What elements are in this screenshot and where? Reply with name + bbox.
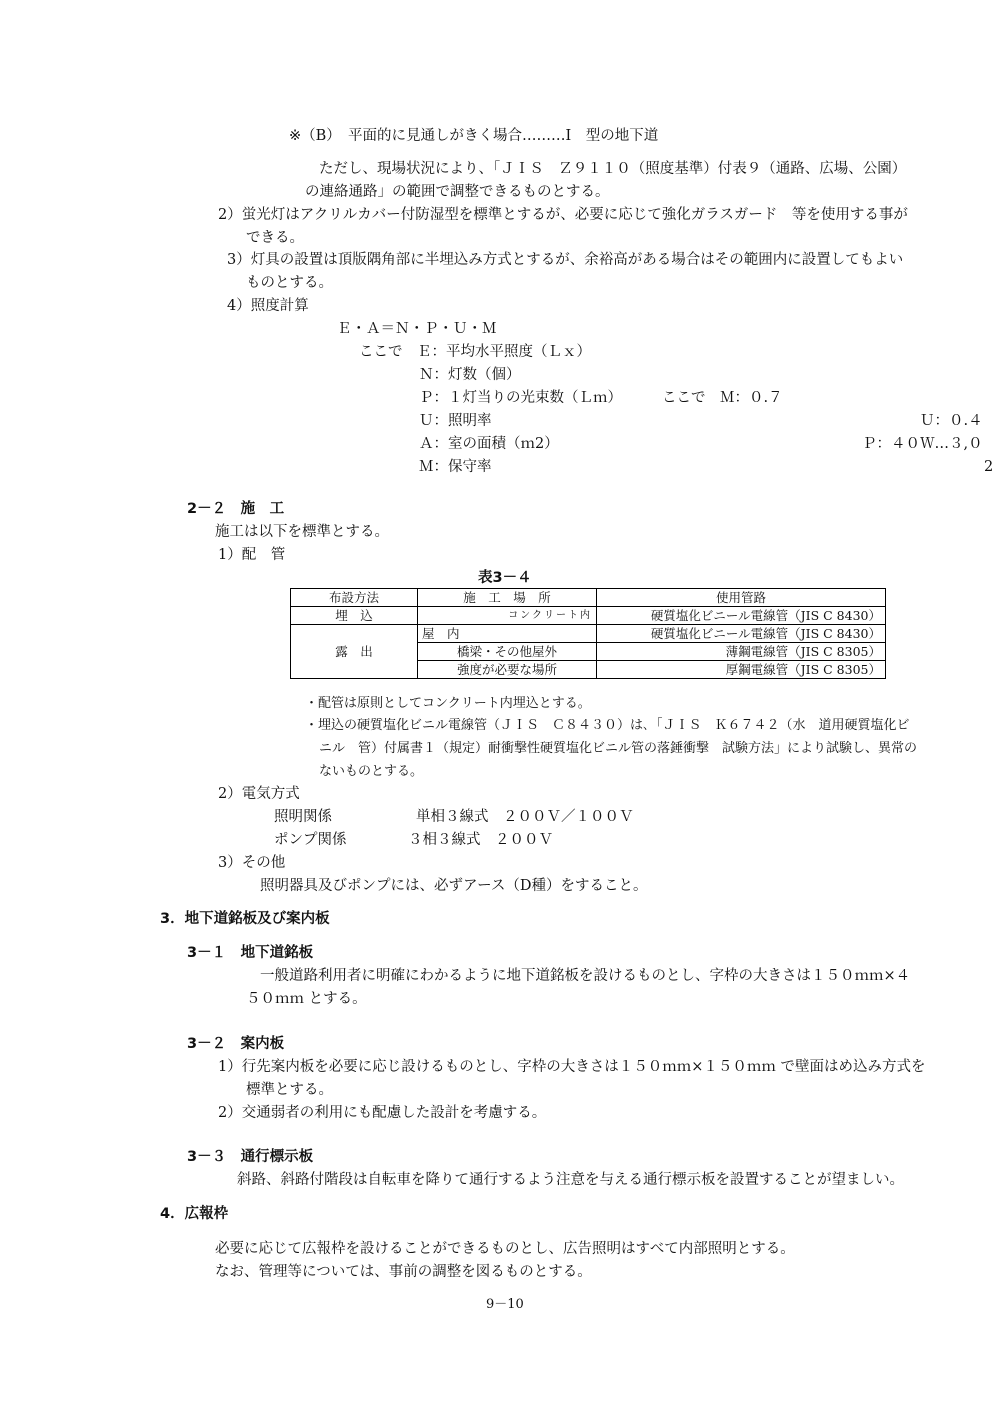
section-3-2-line-1: 1）行先案内板を必要に応じ設けるものとし、字枠の大きさは１５０ｍｍ×１５０ｍｍ で壁面はめ込み方式を — [218, 1059, 926, 1075]
table-cell: コンクリート内 — [418, 607, 597, 625]
def-n: Ｎ：灯数（個） — [419, 367, 521, 383]
illuminance-formula: Ｅ・Ａ＝Ｎ・Ｐ・Ｕ・Ｍ — [337, 321, 497, 337]
table-cell: 露 出 — [291, 625, 418, 679]
def-e: ここで Ｅ：平均水平照度（Ｌｘ） — [359, 344, 591, 360]
section-4-line-1: 必要に応じて広報枠を設けることができるものとし、広告照明はすべて内部照明とする。 — [215, 1241, 795, 1257]
piping-table — [290, 588, 886, 679]
table-cell: 橋梁・その他屋外 — [418, 643, 597, 661]
piping-heading: 1）配 管 — [218, 547, 286, 563]
piping-note-1: ・配管は原則としてコンクリート内埋込とする。 — [305, 696, 591, 711]
lighting-label: 照明関係 — [274, 809, 332, 825]
table-cell: 屋 内 — [418, 625, 597, 643]
table-cell: 強度が必要な場所 — [418, 661, 597, 679]
def-a: Ａ：室の面積（ｍ2） — [419, 436, 559, 452]
table-header-place: 施 工 場 所 — [418, 589, 597, 607]
table-header-conduit: 使用管路 — [597, 589, 886, 607]
section-3-2-line-2: 標準とする。 — [246, 1082, 333, 1098]
item-3-line-1: 3）灯具の設置は頂版隅角部に半埋込み方式とするが、余裕高がある場合はその範囲内に設置してもよい — [227, 252, 904, 268]
other-heading: 3）その他 — [218, 855, 286, 871]
value-p: Ｐ：４０Ｗ…３,０ — [862, 436, 983, 452]
table-title: 表3－４ — [478, 570, 532, 586]
table-cell: 硬質塩化ビニール電線管（JIS C 8430） — [597, 607, 886, 625]
item-4-heading: 4）照度計算 — [227, 298, 309, 314]
piping-note-2-line-2: ニル 管）付属書１（規定）耐衝撃性硬質塩化ビニル管の落錘衝撃 試験方法」により試験し、異常の — [319, 741, 918, 756]
value-m-clipped: 2 — [984, 459, 993, 475]
section-4-line-2: なお、管理等については、事前の調整を図るものとする。 — [215, 1264, 592, 1280]
page-number: 9－10 — [486, 1297, 524, 1312]
section-3-3-heading: 3－３ 通行標示板 — [187, 1149, 314, 1165]
section-3-heading: 3．地下道銘板及び案内板 — [160, 911, 330, 927]
earth-note: 照明器具及びポンプには、必ずアース（D種）をすること。 — [260, 878, 648, 894]
item-2-line-1: 2）蛍光灯はアクリルカバー付防湿型を標準とするが、必要に応じて強化ガラスガード 等を使用する事が — [218, 207, 908, 223]
section-2-2-heading: 2－２ 施 工 — [187, 501, 285, 517]
def-m: Ｍ：保守率 — [419, 459, 492, 475]
electric-system-heading: 2）電気方式 — [218, 786, 300, 802]
lighting-value: 単相３線式 ２００Ｖ／１００Ｖ — [416, 809, 634, 825]
pump-value: ３相３線式 ２００Ｖ — [408, 832, 553, 848]
section-3-1-heading: 3－１ 地下道銘板 — [187, 945, 314, 961]
table-row — [291, 625, 886, 643]
def-u: Ｕ：照明率 — [419, 413, 492, 429]
table-cell: 硬質塩化ビニール電線管（JIS C 8430） — [597, 625, 886, 643]
section-2-2-intro: 施工は以下を標準とする。 — [215, 524, 389, 540]
value-m: ここで Ｍ：０.７ — [662, 390, 783, 406]
table-cell: 埋 込 — [291, 607, 418, 625]
def-p: Ｐ：１灯当りの光束数（Ｌｍ） — [419, 390, 622, 406]
section-3-2-heading: 3－２ 案内板 — [187, 1036, 285, 1052]
section-3-1-line-1: 一般道路利用者に明確にわかるように地下道銘板を設けるものとし、字枠の大きさは１５０ｍｍ×４ — [260, 968, 911, 984]
piping-note-2-line-1: ・埋込の硬質塩化ビニル電線管（ＪＩＳ Ｃ８４３０）は､「ＪＩＳ Ｋ６７４２（水 道用硬質塩化ビ — [305, 718, 910, 733]
table-header-method: 布設方法 — [291, 589, 418, 607]
section-3-1-line-2: ５０ｍｍ とする。 — [246, 991, 367, 1007]
piping-note-2-line-3: ないものとする。 — [319, 764, 424, 779]
table-cell: 厚鋼電線管（JIS C 8305） — [597, 661, 886, 679]
item-2-line-2: できる。 — [246, 230, 304, 246]
pump-label: ポンプ関係 — [274, 832, 347, 848]
b-type-line: ※（B） 平面的に見通しがきく場合………Ⅰ 型の地下道 — [289, 128, 659, 144]
table-header-row — [291, 589, 886, 607]
section-4-heading: 4．広報枠 — [160, 1206, 229, 1222]
value-u: Ｕ：０.４ — [920, 413, 983, 429]
table-row — [291, 607, 886, 625]
section-3-3-text: 斜路、斜路付階段は自転車を降りて通行するよう注意を与える通行標示板を設置することが望ましい。 — [237, 1172, 904, 1188]
item-3-line-2: ものとする。 — [246, 275, 333, 291]
tadashi-line-1: ただし、現場状況により、「ＪＩＳ Ｚ９１１０（照度基準）付表９（通路、広場、公園） — [319, 161, 907, 177]
table-cell: 薄鋼電線管（JIS C 8305） — [597, 643, 886, 661]
section-3-2-line-3: 2）交通弱者の利用にも配慮した設計を考慮する。 — [218, 1105, 547, 1121]
tadashi-line-2: の連絡通路」の範囲で調整できるものとする。 — [305, 184, 610, 200]
